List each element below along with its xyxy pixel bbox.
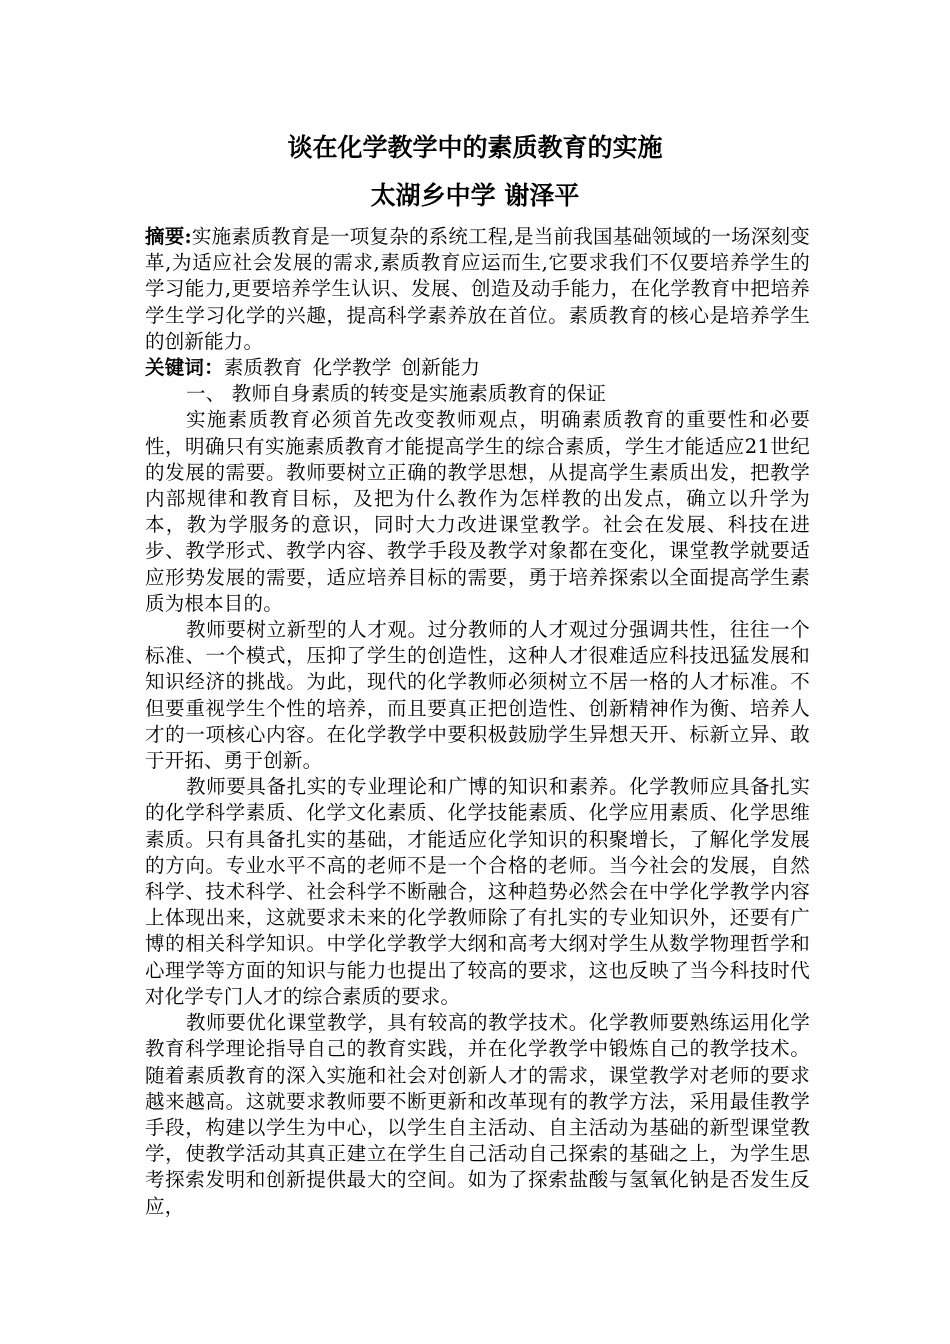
keywords-label: 关键词： [145,356,224,380]
abstract [145,224,810,355]
document-body [145,224,810,1220]
keywords [145,355,810,381]
section-heading: 一、 教师自身素质的转变是实施素质教育的保证 [186,382,607,406]
paragraph: 实施素质教育必须首先改变教师观点，明确素质教育的重要性和必要性，明确只有实施素质教育才能提高学生的综合素质，学生才能适应21世纪的发展的需要。教师要树立正确的教学思想，从提高学生素质出发，把教学内部规律和教育目标，及把为什么教作为怎样教的出发点，确立以升学为本，教为学服务的意识，同时大力改进课堂教学。社会在发展、科技在进步、教学形式、教学内容、教学手段及教学对象都在变化，课堂教学就要适应形势发展的需要，适应培养目标的需要，勇于培养探索以全面提高学生素质为根本目的。 [145,408,810,615]
author-line: 太湖乡中学 谢泽平 [370,181,580,210]
paragraph: 教师要树立新型的人才观。过分教师的人才观过分强调共性，往往一个标准、一个模式，压抑了学生的创造性，这种人才很难适应科技迅猛发展和知识经济的挑战。为此，现代的化学教师必须树立不居一格的人才标准。不但要重视学生个性的培养，而且要真正把创造性、创新精神作为衡、培养人才的一项核心内容。在化学教学中要积极鼓励学生异想天开、标新立异、敢于开拓、勇于创新。 [145,618,810,773]
keyword-item: 化学教学 [312,356,392,380]
paragraph: 教师要优化课堂教学，具有较高的教学技术。化学教师要熟练运用化学教育科学理论指导自己的教育实践，并在化学教学中锻炼自己的教学技术。随着素质教育的深入实施和社会对创新人才的需求，课堂教学对老师的要求越来越高。这就要求教师要不断更新和改革现有的教学方法，采用最佳教学手段，构建以学生为中心，以学生自主活动、自主活动为基础的新型课堂教学，使教学活动其真正建立在学生自己活动自己探索的基础之上，为学生思考探索发明和创新提供最大的空间。如为了探索盐酸与氢氧化钠是否发生反应， [145,1011,810,1218]
keyword-item: 素质教育 [223,356,303,380]
abstract-text: 实施素质教育是一项复杂的系统工程,是当前我国基础领域的一场深刻变革,为适应社会发展的需求,素质教育应运而生,它要求我们不仅要培养学生的学习能力,更要培养学生认识、发展、创造及动手能力，在化学教育中把培养学生学习化学的兴趣，提高科学素养放在首位。素质教育的核心是培养学生的创新能力。 [145,225,810,353]
abstract-label: 摘要: [145,225,192,248]
document-title: 谈在化学教学中的素质教育的实施 [287,133,663,162]
paragraph: 教师要具备扎实的专业理论和广博的知识和素养。化学教师应具备扎实的化学科学素质、化学文化素质、化学技能素质、化学应用素质、化学思维素质。只有具备扎实的基础，才能适应化学知识的积聚增长，了解化学发展的方向。专业水平不高的老师不是一个合格的老师。当今社会的发展，自然科学、技术科学、社会科学不断融合，这种趋势必然会在中学化学教学内容上体现出来，这就要求未来的化学教师除了有扎实的专业知识外，还要有广博的相关科学知识。中学化学教学大纲和高考大纲对学生从数学物理哲学和心理学等方面的知识与能力也提出了较高的要求，这也反映了当今科技时代对化学专门人才的综合素质的要求。 [145,775,810,1008]
keyword-item: 创新能力 [401,356,481,380]
